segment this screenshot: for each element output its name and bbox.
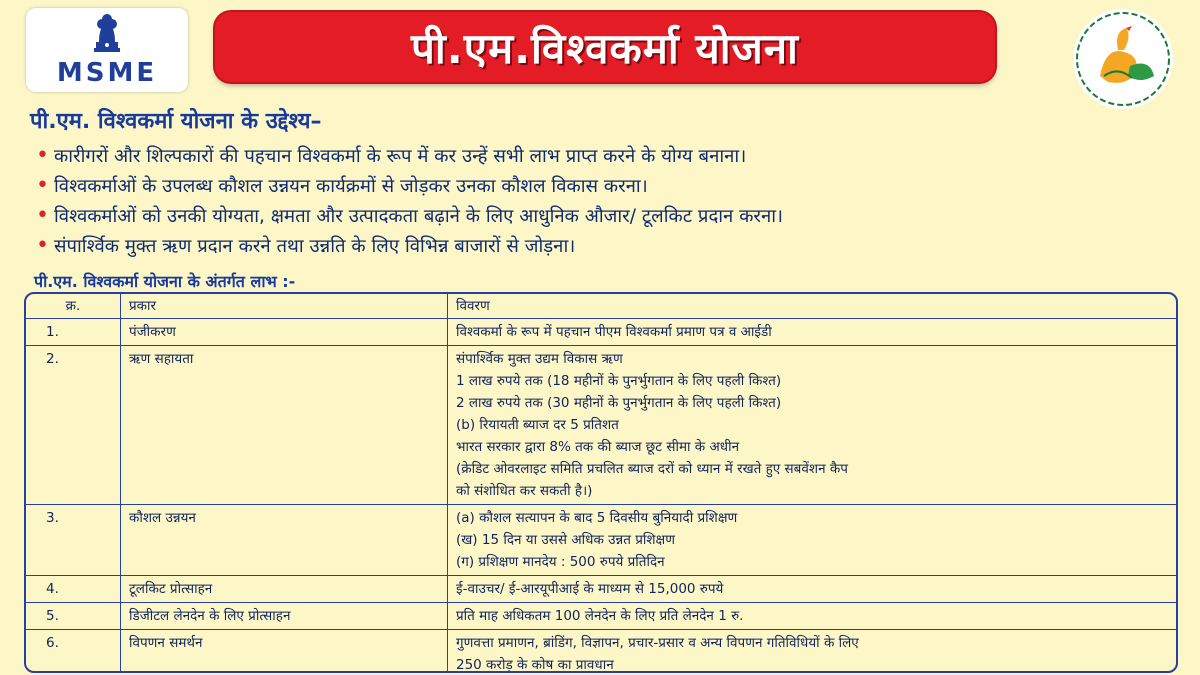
row-type: ऋण सहायता: [121, 346, 448, 505]
detail-line: प्रति माह अधिकतम 100 लेनदेन के लिए प्रति लेनदेन 1 रु.: [456, 608, 744, 624]
table-row: [26, 630, 1176, 674]
row-type: डिजीटल लेनदेन के लिए प्रोत्साहन: [121, 603, 448, 630]
row-details: [448, 630, 1177, 674]
table-row: [26, 576, 1176, 603]
row-details: [448, 603, 1177, 630]
row-type: कौशल उन्नयन: [121, 505, 448, 576]
list-item: [36, 140, 1186, 170]
row-number: 1.: [26, 319, 121, 346]
objective-text: कारीगरों और शिल्पकारों की पहचान विश्वकर्मा के रूप में कर उन्हें सभी लाभ प्राप्त करने के योग्य बनाना।: [54, 145, 747, 167]
row-details: [448, 319, 1177, 346]
objectives-list: [36, 140, 1186, 260]
column-header-number: क्र.: [26, 294, 121, 319]
detail-line: 2 लाख रुपये तक (30 महीनों के पुनर्भुगतान के लिए पहली किश्त): [456, 395, 782, 411]
row-details: [448, 505, 1177, 576]
objective-text: विश्वकर्माओं के उपलब्ध कौशल उन्नयन कार्यक्रमों से जोड़कर उनका कौशल विकास करना।: [54, 175, 648, 197]
national-emblem-icon: [90, 12, 124, 54]
detail-line: (क्रेडिट ओवरलाइट समिति प्रचलित ब्याज दरों को ध्यान में रखते हुए सबवेंशन कैप: [456, 461, 848, 477]
objective-text: संपार्श्विक मुक्त ऋण प्रदान करने तथा उन्नति के लिए विभिन्न बाजारों से जोड़ना।: [54, 235, 576, 257]
bullet-icon: •: [36, 202, 49, 228]
detail-line: 1 लाख रुपये तक (18 महीनों के पुनर्भुगतान के लिए पहली किश्त): [456, 373, 782, 389]
row-number: 5.: [26, 603, 121, 630]
list-item: [36, 200, 1186, 230]
detail-line: को संशोधित कर सकती है।): [456, 483, 593, 499]
detail-line: भारत सरकार द्वारा 8% तक की ब्याज छूट सीमा के अधीन: [456, 439, 740, 455]
table-header-row: [26, 294, 1176, 319]
row-number: 6.: [26, 630, 121, 674]
row-number: 2.: [26, 346, 121, 505]
detail-line: 250 करोड़ के कोष का प्रावधान: [456, 657, 614, 673]
row-details: [448, 576, 1177, 603]
detail-line: ई-वाउचर/ ई-आरयूपीआई के माध्यम से 15,000 रुपये: [456, 581, 724, 597]
bullet-icon: •: [36, 142, 49, 168]
bullet-icon: •: [36, 232, 49, 258]
table-row: [26, 346, 1176, 505]
benefits-heading: पी.एम. विश्वकर्मा योजना के अंतर्गत लाभ :-: [34, 272, 296, 291]
detail-line: (a) कौशल सत्यापन के बाद 5 दिवसीय बुनियादी प्रशिक्षण: [456, 510, 738, 526]
row-type: पंजीकरण: [121, 319, 448, 346]
table-row: [26, 603, 1176, 630]
detail-line: गुणवत्ता प्रमाणन, ब्रांडिंग, विज्ञापन, प्रचार-प्रसार व अन्य विपणन गतिविधियों के लिए: [456, 635, 859, 651]
row-type: टूलकिट प्रोत्साहन: [121, 576, 448, 603]
detail-line: (ग) प्रशिक्षण मानदेय : 500 रुपये प्रतिदिन: [456, 554, 665, 570]
benefits-table: [24, 292, 1178, 673]
row-number: 3.: [26, 505, 121, 576]
row-details: [448, 346, 1177, 505]
column-header-type: प्रकार: [121, 294, 448, 319]
msme-wordmark: MSME: [56, 58, 158, 88]
detail-line: (ख) 15 दिन या उससे अधिक उन्नत प्रशिक्षण: [456, 532, 675, 548]
bullet-icon: •: [36, 172, 49, 198]
detail-line: संपार्श्विक मुक्त उद्यम विकास ऋण: [456, 351, 623, 367]
title-banner: [215, 12, 995, 82]
list-item: [36, 170, 1186, 200]
column-header-details: विवरण: [448, 294, 1177, 319]
row-type: विपणन समर्थन: [121, 630, 448, 674]
list-item: [36, 230, 1186, 260]
detail-line: विश्वकर्मा के रूप में पहचान पीएम विश्वकर्मा प्रमाण पत्र व आईडी: [456, 324, 772, 340]
page-title: पी.एम.विश्वकर्मा योजना: [411, 23, 799, 73]
objective-text: विश्वकर्माओं को उनकी योग्यता, क्षमता और उत्पादकता बढ़ाने के लिए आधुनिक औजार/ टूलकिट प्रदान करना।: [54, 205, 784, 227]
pm-vishwakarma-logo-icon: [1058, 6, 1188, 112]
table-row: [26, 319, 1176, 346]
row-number: 4.: [26, 576, 121, 603]
objectives-heading: पी.एम. विश्वकर्मा योजना के उद्देश्य–: [30, 109, 322, 134]
msme-logo: [26, 8, 188, 92]
table-row: [26, 505, 1176, 576]
detail-line: (b) रियायती ब्याज दर 5 प्रतिशत: [456, 417, 619, 433]
